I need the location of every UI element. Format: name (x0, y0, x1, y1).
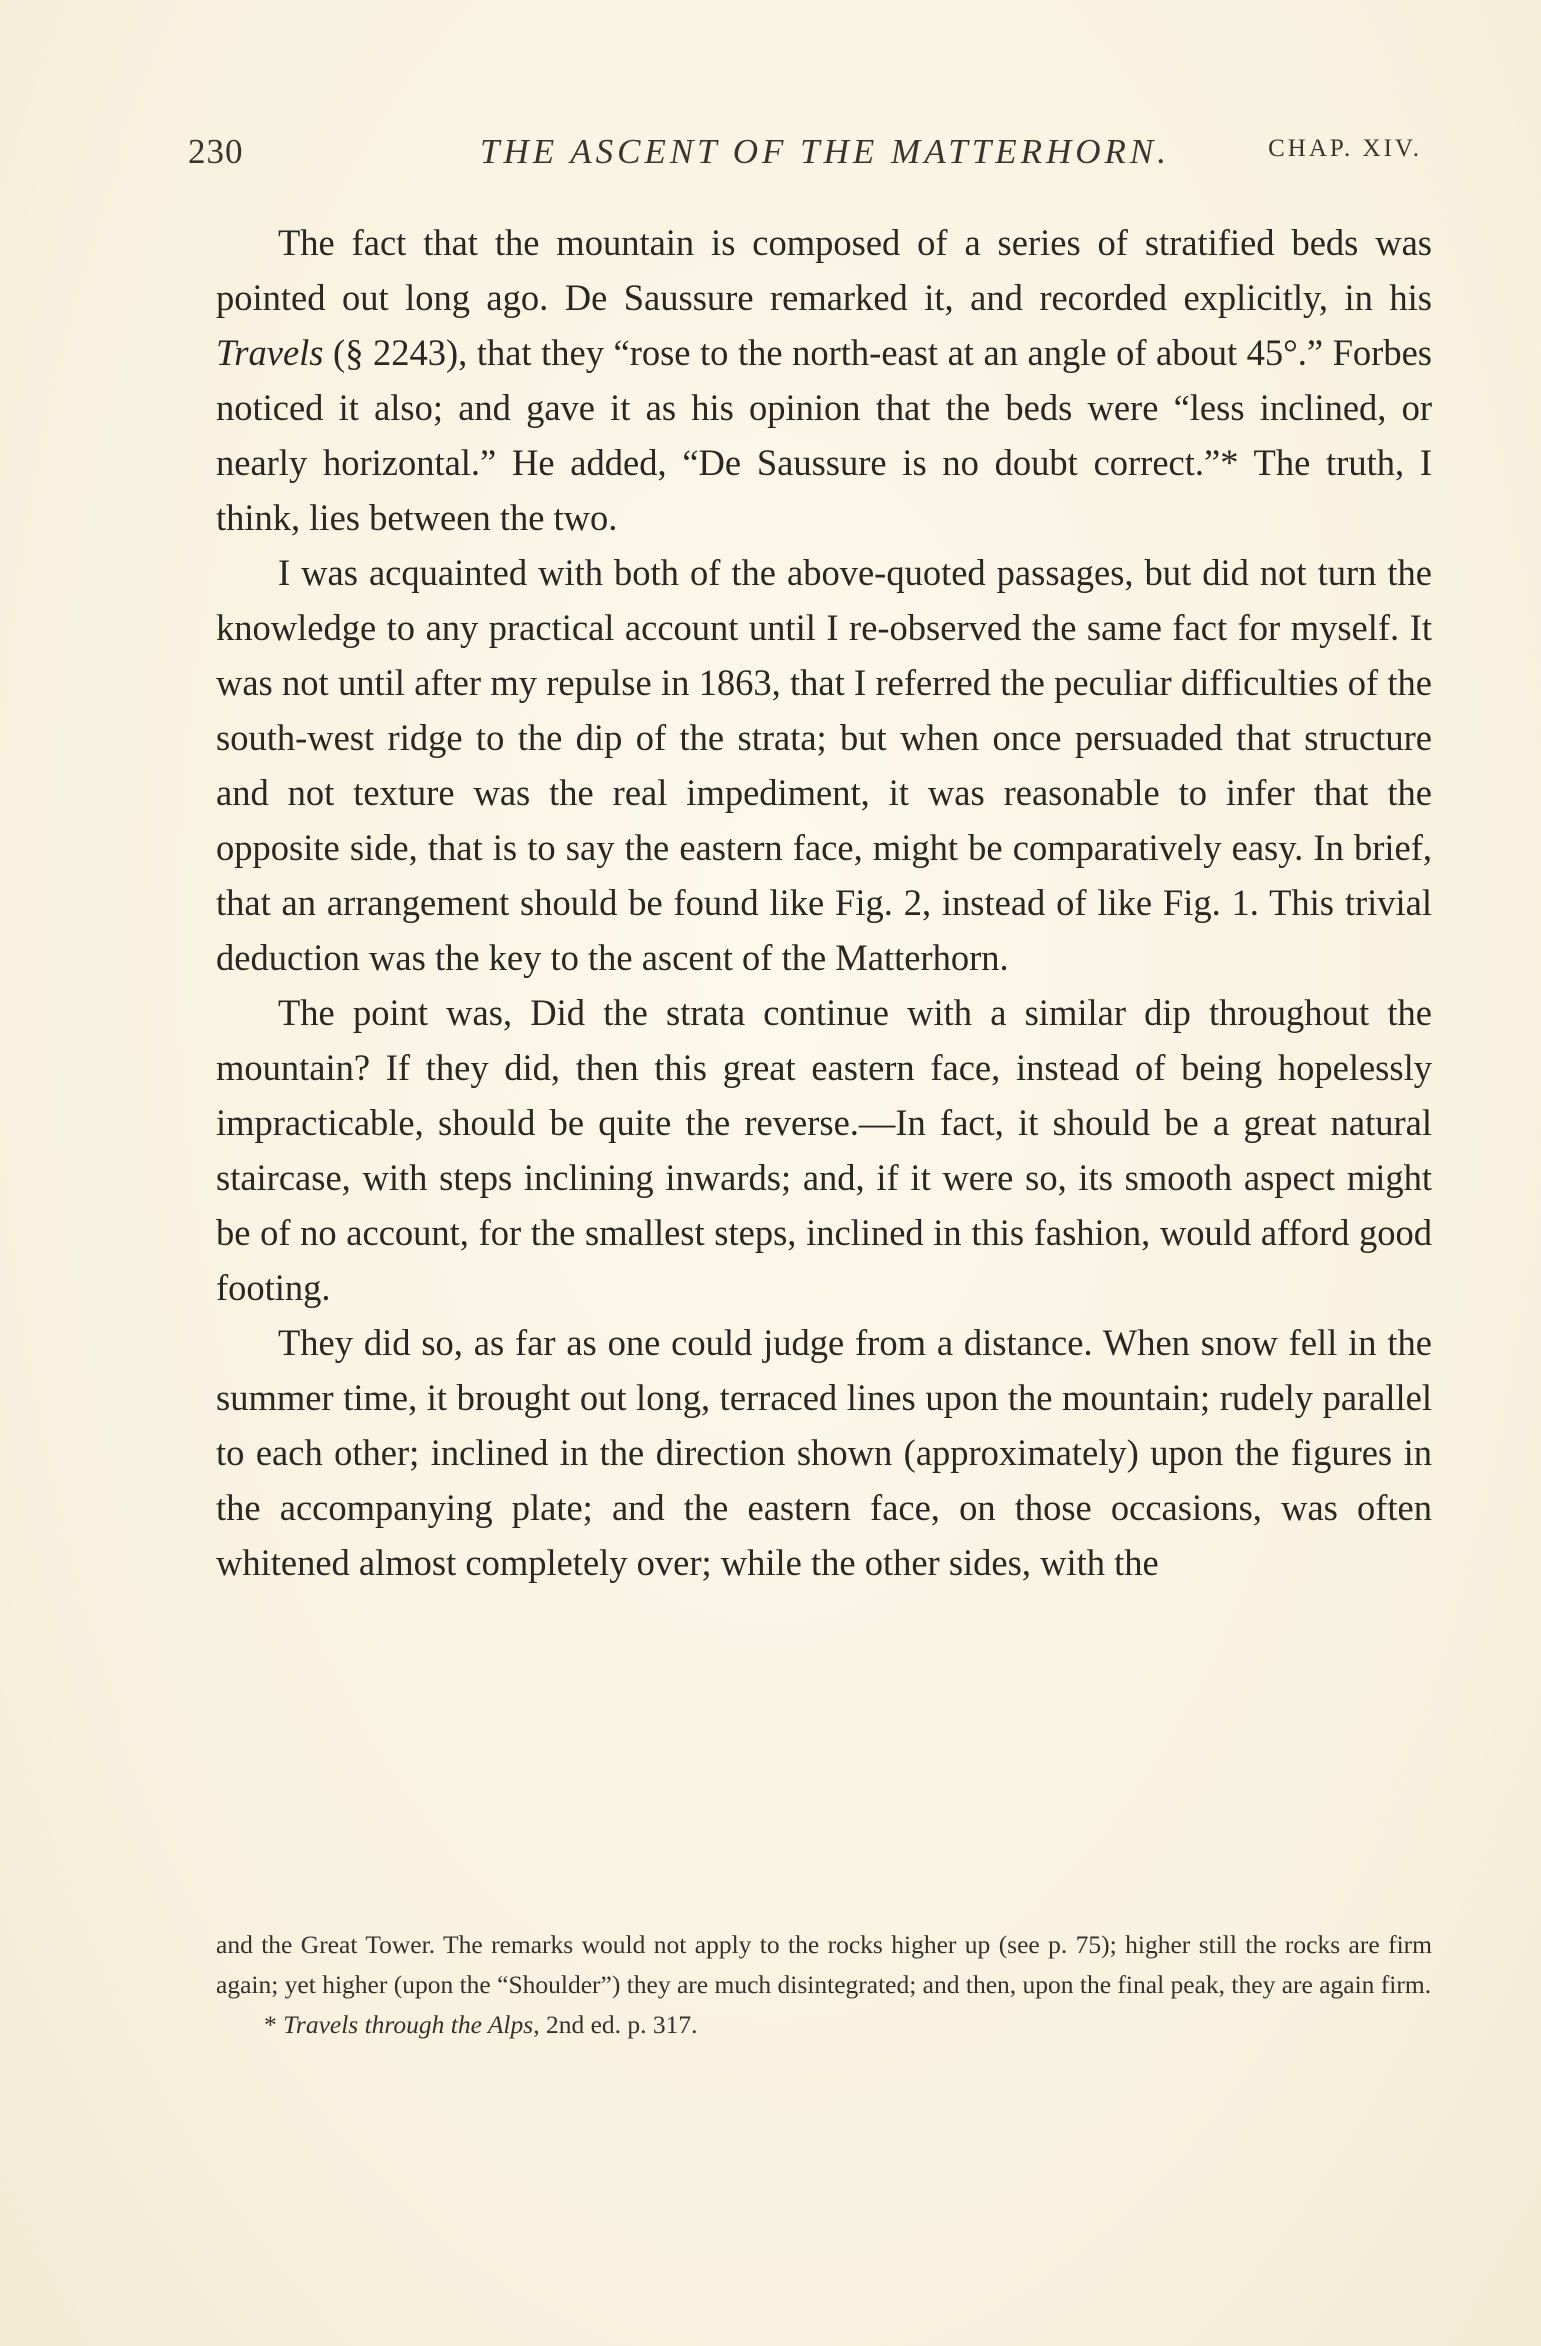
body-text (216, 215, 1432, 1590)
footnote-book-title: Travels through the Alps (283, 2010, 534, 2039)
footnotes (216, 1925, 1432, 2045)
paragraph-1-text-a: The fact that the mountain is composed of a series of stratified beds was pointed out long ago. De Saussure remarked it, and recorded explicitly, in his (216, 222, 1432, 318)
paragraph-1 (216, 215, 1432, 545)
footnote-star (216, 2005, 1432, 2045)
footnote-continued: and the Great Tower. The remarks would not apply to the rocks higher up (see p. 75); higher still the rocks are firm again; yet higher (upon the “Shoulder”) they are much disintegrated; and then, upon the final peak, they are again firm. (216, 1930, 1432, 1999)
footnote-reference: , 2nd ed. p. 317. (533, 2010, 698, 2039)
paragraph-4: They did so, as far as one could judge from a distance. When snow fell in the summer time, it brought out long, terraced lines upon the mountain; rudely parallel to each other; inclined in the direction shown (approximately) upon the figures in the accompanying plate; and the eastern face, on those occasions, was often whitened almost completely over; while the other sides, with the (216, 1322, 1432, 1583)
paragraph-3: The point was, Did the strata continue with a similar dip throughout the mountain? If they did, then this great eastern face, instead of being hopelessly impracticable, should be quite the reverse.—In fact, it should be a great natural staircase, with steps inclining inwards; and, if it were so, its smooth aspect might be of no account, for the smallest steps, inclined in this fashion, would afford good footing. (216, 992, 1432, 1308)
footnote-mark: * (264, 2010, 277, 2039)
running-title: THE ASCENT OF THE MATTERHORN. (480, 132, 1170, 171)
paragraph-1-text-b: (§ 2243), that they “rose to the north-east at an angle of about 45°.” Forbes noticed it also; and gave it as his opinion that the beds were “less inclined, or nearly horizontal.” He added, “De Saussure is no doubt correct.”* The truth, I think, lies between the two. (216, 332, 1432, 538)
travels-title: Travels (216, 332, 324, 373)
paragraph-2: I was acquainted with both of the above-quoted passages, but did not turn the knowledge to any practical account until I re-observed the same fact for myself. It was not until after my repulse in 1863, that I referred the peculiar difficulties of the south-west ridge to the dip of the strata; but when once persuaded that structure and not texture was the real impediment, it was reasonable to infer that the opposite side, that is to say the eastern face, might be comparatively easy. In brief, that an arrangement should be found like Fig. 2, instead of like Fig. 1. This trivial deduction was the key to the ascent of the Matterhorn. (216, 552, 1432, 978)
running-head (188, 132, 1422, 180)
page-number: 230 (188, 132, 244, 171)
chapter-label: CHAP. XIV. (1268, 135, 1422, 162)
